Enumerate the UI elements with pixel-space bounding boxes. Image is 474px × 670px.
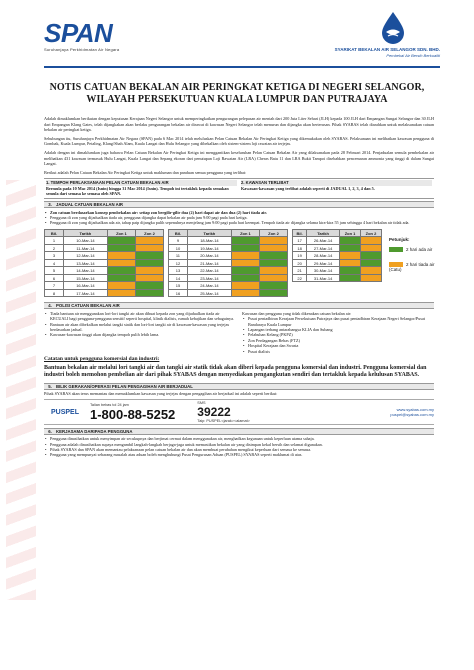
section-number: 4. bbox=[48, 302, 52, 308]
table-row bbox=[45, 267, 164, 275]
table-row bbox=[293, 274, 382, 282]
jadual-table-left bbox=[44, 229, 164, 298]
bil-cell: 18 bbox=[293, 244, 307, 252]
list-item: • Pengguna yang mempunyai sebarang masalah atau aduan boleh menghubungi Pusat Pengurusan Aduan (PUSPEL) SYABAS seperti maklumat di atas. bbox=[44, 452, 434, 457]
table-row bbox=[293, 244, 382, 252]
paragraph: Sehubungan itu, Suruhanjaya Perkhidmatan Air Negara (SPAN) pada 6 Mac 2014 telah meluluskan Pelan Catuan Bekalan Air Peringkat Ketiga yang dikemukakan oleh SYABAS. Pelaksanaan ini melibatkan kawasan pengguna di Gombak, Kuala Lumpur, Petaling, Klang/Shah Alam, Kuala Langat dan Hulu Selangor yang dibekalkan oleh sistem-sistem loji rawatan air terjejas. bbox=[44, 135, 434, 147]
legend-item-orange bbox=[389, 262, 439, 272]
bil-cell: 21 bbox=[293, 267, 307, 275]
exempt-intro: Kawasan dan pengguna yang tidak dikenakan catuan bekalan air: bbox=[242, 310, 352, 316]
section-title: KAWASAN TERLIBAT bbox=[245, 180, 289, 186]
table-row bbox=[45, 252, 164, 260]
zone-1-cell bbox=[231, 237, 259, 245]
zone-1-cell bbox=[107, 289, 135, 297]
sms-number[interactable]: 39222 bbox=[197, 405, 231, 420]
bil-cell: 17 bbox=[293, 237, 307, 245]
zone-1-cell bbox=[107, 259, 135, 267]
notice-title: NOTIS CATUAN BEKALAN AIR PERINGKAT KETIGA DI NEGERI SELANGOR, WILAYAH PERSEKUTUAN KUALA LUMPUR DAN PUTRAJAYA bbox=[49, 82, 425, 105]
zone-1-cell bbox=[107, 267, 135, 275]
zone-1-cell bbox=[231, 289, 259, 297]
zone-1-cell bbox=[107, 237, 135, 245]
website-link[interactable]: www.syabas.com.my bbox=[396, 407, 434, 413]
zone-1-cell bbox=[231, 274, 259, 282]
zone-2-cell bbox=[259, 252, 287, 260]
zone-2-cell bbox=[259, 244, 287, 252]
sms-block bbox=[183, 401, 250, 423]
bil-cell: 16 bbox=[169, 289, 188, 297]
section-6-body bbox=[44, 436, 434, 458]
sms-hint: Taip: PUSPEL<jarak><alamat> bbox=[197, 419, 250, 424]
list-item: • Pusat pentadbiran Kerajaan Persekutuan Putrajaya dan pusat pentadbiran Kerajaan Negeri Selangor/Pusat Bandaraya Kuala Lumpur bbox=[242, 316, 434, 327]
section-5-heading bbox=[44, 383, 434, 390]
table-row bbox=[169, 244, 288, 252]
list-item: • Hospital Kerajaan dan Swasta bbox=[242, 343, 434, 348]
list-item: • Pelabuhan Kelang (PKPZ) bbox=[242, 332, 434, 337]
date-cell: 13-Mar-14 bbox=[63, 259, 107, 267]
section-title: BILIK GERAKAN/OPERASI PELAN PENGAGIHAN AIR BERJADUAL bbox=[56, 383, 193, 389]
zone-1-cell bbox=[107, 282, 135, 290]
date-cell: 14-Mar-14 bbox=[63, 267, 107, 275]
contact-bar bbox=[44, 399, 434, 425]
paragraph: Adalah dimaklumkan berikutan dengan keputusan Kerajaan Negeri Selangor untuk memperingkatkan pengurangan pelepasan air mentah dari 200 Juta Liter Sehari (JLH) kepada 100 JLH dari Empangan Sungai Selangor dan 30 JLH dari Empangan Klang Gates, telah dijangkakan akan berlaku pengurangan bekalan air dirawat di kawasan Negeri Selangor telah menurun dan dijangka akan berterusan. Pihak SYABAS telah diarahkan untuk melaksanakan catuan bekalan air peringkat ketiga. bbox=[44, 116, 434, 133]
zone-2-cell bbox=[259, 267, 287, 275]
phone-label: Talian bebas tol 24 jam bbox=[90, 402, 129, 407]
table-row bbox=[169, 259, 288, 267]
section-5-text: Pihak SYABAS akan terus memantau dan memaklumkan kawasan yang terjejas dengan pengagihan air berjadual ini adalah seperti berikut: bbox=[44, 390, 278, 396]
sms-label: SMS bbox=[197, 401, 206, 406]
bil-cell: 11 bbox=[169, 252, 188, 260]
date-cell: 24-Mar-14 bbox=[187, 282, 231, 290]
zone-2-cell bbox=[259, 282, 287, 290]
list-item: • Pengguna dinasihatkan untuk menyimpan air secukupnya dan berjimat cermat dalam menggunakan air, menghadkan kegunaan untuk keperluan utama sahaja. bbox=[44, 436, 434, 441]
section-2 bbox=[239, 179, 434, 197]
industry-note: Bantuan bekalan air melalui lori tangki air dan tangki air statik tidak akan diberi kepada pengguna komersial dan industri. Pengguna komersial dan industri boleh memohon pembelian air dari pihak SYABAS dengan menyediakan pengangkutan sendiri dan tertakluk kepada kelulusan SYABAS. bbox=[44, 365, 427, 379]
zone-1-cell bbox=[231, 244, 259, 252]
zone-1-cell bbox=[340, 252, 361, 260]
section-1-text: Bermula pada 10 Mac 2014 (Isnin) hingga 31 Mac 2014 (Isnin). Tempoh ini tertakluk kepada semakan semula dari semasa ke semasa oleh SPAN. bbox=[46, 185, 229, 197]
list-item: • Pihak SYABAS dan SPAN akan memantau pelaksanaan pelan catuan bekalan air dan akan membuat perubahan mengikut keperluan dari semasa ke semasa. bbox=[44, 447, 434, 452]
table-row bbox=[169, 267, 288, 275]
zone-1-cell bbox=[340, 237, 361, 245]
table-row bbox=[169, 252, 288, 260]
legend-label: 2 hari ada air bbox=[406, 246, 433, 252]
column-header: Zon 2 bbox=[361, 229, 382, 237]
date-cell: 22-Mar-14 bbox=[187, 267, 231, 275]
section-4-right bbox=[242, 311, 434, 354]
section-3-heading bbox=[44, 201, 434, 208]
list-item: • Pengguna di zon yang dijadualkan tiada air, pengguna dijangka dapat bekalan air pada jam 9:00 pagi pada hari ketiga. bbox=[44, 215, 434, 220]
column-header: Tarikh bbox=[187, 229, 231, 237]
date-cell: 17-Mar-14 bbox=[63, 289, 107, 297]
zone-1-cell bbox=[107, 252, 135, 260]
list-item: • Tiada bantuan air menggunakan lori-lori tangki air akan dibuat kepada zon yang dijadualkan tiada air KECUALI bagi pengguna-pengguna sensitif seperti hospital, klinik dialisis, rumah kebajikan dan sebagainya. bbox=[44, 311, 236, 322]
section-4-body bbox=[44, 311, 434, 354]
toll-free-number[interactable]: 1-800-88-5252 bbox=[90, 406, 176, 422]
web-contacts bbox=[390, 407, 434, 417]
zone-2-cell bbox=[135, 282, 163, 290]
section-number: 1. bbox=[46, 180, 50, 186]
legend-label: 2 hari tiada air (Catu) bbox=[389, 262, 435, 273]
list-item: • Lapangan terbang antarabangsa KLIA dan Subang bbox=[242, 327, 434, 332]
zone-2-cell bbox=[135, 274, 163, 282]
bil-cell: 1 bbox=[45, 237, 64, 245]
bil-cell: 7 bbox=[45, 282, 64, 290]
column-header: Zon 1 bbox=[231, 229, 259, 237]
zone-2-cell bbox=[259, 274, 287, 282]
date-cell: 19-Mar-14 bbox=[187, 244, 231, 252]
list-item: • Bantuan air akan dibekalkan melalui tangki statik dan lori-lori tangki air di kawasan-kawasan yang terjejas berdasarkan jadual. bbox=[44, 322, 236, 333]
date-cell: 23-Mar-14 bbox=[187, 274, 231, 282]
column-header: Zon 1 bbox=[107, 229, 135, 237]
section-1-2 bbox=[44, 178, 434, 198]
bil-cell: 9 bbox=[169, 237, 188, 245]
span-logo-text: SPAN bbox=[44, 18, 113, 48]
bil-cell: 5 bbox=[45, 267, 64, 275]
date-cell: 10-Mar-14 bbox=[63, 237, 107, 245]
zone-1-cell bbox=[231, 252, 259, 260]
zone-2-cell bbox=[361, 244, 382, 252]
date-cell: 28-Mar-14 bbox=[307, 252, 340, 260]
paragraph: Berikut adalah Pelan Catuan Bekalan Air Peringkat Ketiga untuk makluman dan panduan semua pengguna yang terlibat: bbox=[44, 169, 247, 175]
bil-cell: 14 bbox=[169, 274, 188, 282]
list-item: • Pengguna di zon yang dijadualkan ada air, tahap paip dijangka pulih sepenuhnya menjelang jam 9:00 pagi pada hari keempat. Tempoh tiada air dijangka selama kira-kira 55 jam sehingga 4 hari bekalan air tidak ada. bbox=[44, 220, 434, 225]
table-row bbox=[293, 259, 382, 267]
table-row bbox=[293, 252, 382, 260]
zone-2-cell bbox=[361, 259, 382, 267]
section-4-left bbox=[44, 311, 236, 354]
date-cell: 12-Mar-14 bbox=[63, 252, 107, 260]
legend-item-green bbox=[389, 247, 439, 252]
puspel-logo: PUSPEL bbox=[50, 408, 79, 416]
zone-1-cell bbox=[340, 244, 361, 252]
header-rule bbox=[44, 66, 440, 68]
jadual-table-right bbox=[292, 229, 382, 283]
zone-1-cell bbox=[340, 267, 361, 275]
bil-cell: 2 bbox=[45, 244, 64, 252]
date-cell: 20-Mar-14 bbox=[187, 252, 231, 260]
syabas-company-name: SYARIKAT BEKALAN AIR SELANGOR SDN. BHD. bbox=[334, 47, 440, 52]
section-number: 3. bbox=[48, 201, 52, 207]
paragraph: Adalah dengan ini dimaklumkan juga bahawa Pelan Catuan Bekalan Air Peringkat Ketiga ini menggantikan keseluruhan Pelan Catuan Bekalan Air yang dilaksanakan pada 28 Februari 2014. Penjadualan semula pembekalan air melibatkan 431 kawasan termasuk Hulu Langat, Kuala Langat dan Sepang ekoran dari penutupan Loji Rawatan Air (LRA) Cheras Batu 11 dan LRA Bukit Tampoi disebabkan pencemaran ammonia yang tinggi di dalam Sungai Langat. bbox=[44, 149, 434, 167]
zone-2-cell bbox=[135, 244, 163, 252]
section-6-heading bbox=[44, 428, 434, 435]
table-row bbox=[45, 274, 164, 282]
date-cell: 16-Mar-14 bbox=[63, 282, 107, 290]
bil-cell: 13 bbox=[169, 267, 188, 275]
bil-cell: 12 bbox=[169, 259, 188, 267]
table-row bbox=[169, 282, 288, 290]
table-row bbox=[45, 289, 164, 297]
water-drop-icon bbox=[376, 10, 410, 44]
bil-cell: 20 bbox=[293, 259, 307, 267]
industry-heading: Catatan untuk pengguna komersial dan industri: bbox=[44, 356, 160, 363]
bil-cell: 22 bbox=[293, 274, 307, 282]
bil-cell: 4 bbox=[45, 259, 64, 267]
table-row bbox=[169, 274, 288, 282]
bil-cell: 19 bbox=[293, 252, 307, 260]
column-header: Tarikh bbox=[63, 229, 107, 237]
bil-cell: 15 bbox=[169, 282, 188, 290]
section-2-text: Kawasan-kawasan yang terlibat adalah seperti di JADUAL 1, 2, 3, 4 dan 5. bbox=[241, 185, 375, 191]
section-4-heading bbox=[44, 302, 434, 309]
zone-2-cell bbox=[259, 289, 287, 297]
jadual-table-middle bbox=[168, 229, 288, 298]
span-logo bbox=[44, 20, 119, 52]
zone-1-cell bbox=[231, 267, 259, 275]
table-header-row bbox=[293, 229, 382, 237]
section-number: 2. bbox=[241, 180, 245, 186]
phone-block bbox=[86, 403, 175, 422]
section-title: TEMPOH PERLAKSANAAN PELAN CATUAN BEKALAN AIR bbox=[50, 180, 169, 186]
zone-2-cell bbox=[135, 259, 163, 267]
section-3-bullets bbox=[44, 210, 434, 226]
legend-swatch-green bbox=[389, 247, 403, 252]
table-row bbox=[45, 259, 164, 267]
section-title: POLISI CATUAN BEKALAN AIR bbox=[56, 302, 120, 308]
bil-cell: 10 bbox=[169, 244, 188, 252]
bil-cell: 3 bbox=[45, 252, 64, 260]
column-header: Bil. bbox=[169, 229, 188, 237]
list-item: • Pusat dialisis bbox=[242, 349, 434, 354]
list-item: • Kawasan-kawasan tinggi akan dijangka tempoh pulih lebih lama. bbox=[44, 332, 236, 337]
intro-paragraphs bbox=[44, 116, 434, 175]
zone-2-cell bbox=[361, 252, 382, 260]
email-link[interactable]: puspel@syabas.com.my bbox=[390, 412, 434, 418]
zone-2-cell bbox=[361, 237, 382, 245]
zone-1-cell bbox=[231, 282, 259, 290]
table-row bbox=[45, 237, 164, 245]
date-cell: 25-Mar-14 bbox=[187, 289, 231, 297]
zone-2-cell bbox=[361, 274, 382, 282]
zone-1-cell bbox=[340, 274, 361, 282]
table-row bbox=[45, 244, 164, 252]
date-cell: 27-Mar-14 bbox=[307, 244, 340, 252]
syabas-logo bbox=[310, 10, 440, 60]
zone-1-cell bbox=[231, 259, 259, 267]
zone-1-cell bbox=[340, 259, 361, 267]
table-header-row bbox=[45, 229, 164, 237]
jadual-tables bbox=[44, 229, 434, 299]
table-row bbox=[293, 267, 382, 275]
table-row bbox=[169, 237, 288, 245]
date-cell: 29-Mar-14 bbox=[307, 259, 340, 267]
bil-cell: 6 bbox=[45, 274, 64, 282]
column-header: Tarikh bbox=[307, 229, 340, 237]
legend-title: Petunjuk: bbox=[389, 236, 410, 242]
list-item: • Zon Perdagangan Bebas (FTZ) bbox=[242, 338, 434, 343]
zone-2-cell bbox=[361, 267, 382, 275]
date-cell: 26-Mar-14 bbox=[307, 237, 340, 245]
column-header: Zon 2 bbox=[135, 229, 163, 237]
table-row bbox=[45, 282, 164, 290]
date-cell: 18-Mar-14 bbox=[187, 237, 231, 245]
zone-2-cell bbox=[259, 237, 287, 245]
table-header-row bbox=[169, 229, 288, 237]
table-row bbox=[293, 237, 382, 245]
zone-1-cell bbox=[107, 274, 135, 282]
column-header: Bil. bbox=[45, 229, 64, 237]
date-cell: 21-Mar-14 bbox=[187, 259, 231, 267]
table-row bbox=[169, 289, 288, 297]
zone-2-cell bbox=[135, 267, 163, 275]
column-header: Zon 2 bbox=[259, 229, 287, 237]
section-number: 6. bbox=[48, 429, 52, 435]
column-header: Bil. bbox=[293, 229, 307, 237]
zone-2-cell bbox=[259, 259, 287, 267]
list-item: • Pengguna adalah dinasihatkan supaya mengambil langkah-langkah berjaga-jaga untuk memastikan bekalan air yang disimpan kekal bersih dan selamat digunakan. bbox=[44, 442, 434, 447]
date-cell: 15-Mar-14 bbox=[63, 274, 107, 282]
page-header bbox=[0, 0, 474, 68]
zone-2-cell bbox=[135, 237, 163, 245]
legend bbox=[389, 237, 439, 273]
section-title: JADUAL CATUAN BEKALAN AIR bbox=[56, 201, 123, 207]
list-item: • Zon catuan berdasarkan konsep pembekalan air: setiap zon bergilir-gilir dua (2) hari dapat air dan dua (2) hari tiada air. bbox=[44, 210, 434, 215]
date-cell: 30-Mar-14 bbox=[307, 267, 340, 275]
column-header: Zon 1 bbox=[340, 229, 361, 237]
left-stamp-mark bbox=[6, 180, 36, 600]
bil-cell: 8 bbox=[45, 289, 64, 297]
zone-2-cell bbox=[135, 252, 163, 260]
section-number: 5. bbox=[48, 383, 52, 389]
syabas-tagline: Pembekal Air Bersih Berkualiti bbox=[386, 53, 440, 58]
zone-1-cell bbox=[107, 244, 135, 252]
date-cell: 11-Mar-14 bbox=[63, 244, 107, 252]
span-logo-subtitle: Suruhanjaya Perkhidmatan Air Negara bbox=[44, 47, 120, 52]
zone-2-cell bbox=[135, 289, 163, 297]
section-1 bbox=[44, 179, 239, 197]
date-cell: 31-Mar-14 bbox=[307, 274, 340, 282]
section-title: KERJASAMA DARIPADA PENGGUNA bbox=[56, 429, 133, 435]
